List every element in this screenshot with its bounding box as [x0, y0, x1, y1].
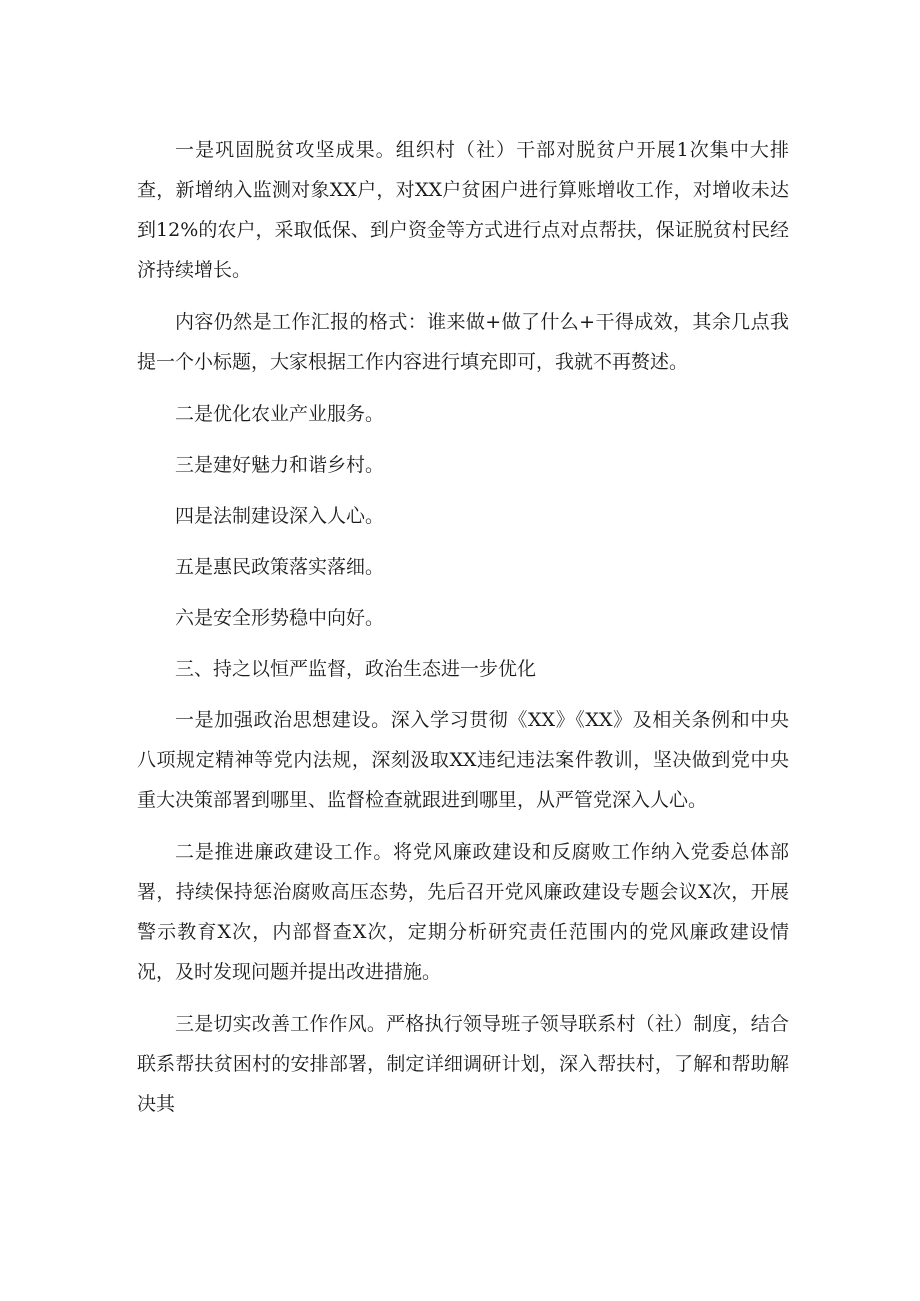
paragraph-clean-governance: 二是推进廉政建设工作。将党风廉政建设和反腐败工作纳入党委总体部署，持续保持惩治腐败高压态势，先后召开党风廉政建设专题会议X次，开展警示教育X次，内部督查X次，定期分析研究责任范围内的党风廉政建设情况，及时发现问题并提出改进措施。 — [137, 841, 789, 983]
paragraph-harmonious-village: 三是建好魅力和谐乡村。 — [175, 454, 385, 476]
paragraph-safety-situation: 六是安全形势稳中向好。 — [175, 607, 385, 629]
paragraph-work-style: 三是切实改善工作作风。严格执行领导班子领导联系村（社）制度，结合联系帮扶贫困村的安排部署，制定详细调研计划，深入帮扶村，了解和帮助解决其 — [137, 1013, 789, 1115]
paragraph-welfare-policy: 五是惠民政策落实落细。 — [175, 556, 385, 578]
section-heading-supervision: 三、持之以恒严监督，政治生态进一步优化 — [175, 658, 537, 680]
paragraph-consolidate-poverty-results: 一是巩固脱贫攻坚成果。组织村（社）干部对脱贫户开展1次集中大排查，新增纳入监测对象XX户，对XX户贫困户进行算账增收工作，对增收未达到12%的农户，采取低保、到户资金等方式进行点对点帮扶，保证脱贫村民经济持续增长。 — [137, 139, 789, 281]
paragraph-report-format-note: 内容仍然是工作汇报的格式：谁来做+做了什么+干得成效，其余几点我提一个小标题，大家根据工作内容进行填充即可，我就不再赘述。 — [137, 311, 789, 373]
document-body — [137, 130, 789, 1136]
paragraph-legal-construction: 四是法制建设深入人心。 — [175, 505, 385, 527]
paragraph-agriculture-services: 二是优化农业产业服务。 — [175, 403, 385, 425]
paragraph-political-thought: 一是加强政治思想建设。深入学习贯彻《XX》《XX》及相关条例和中央八项规定精神等党内法规，深刻汲取XX违纪违法案件教训，坚决做到党中央重大决策部署到哪里、监督检查就跟进到哪里，从严管党深入人心。 — [137, 709, 789, 811]
